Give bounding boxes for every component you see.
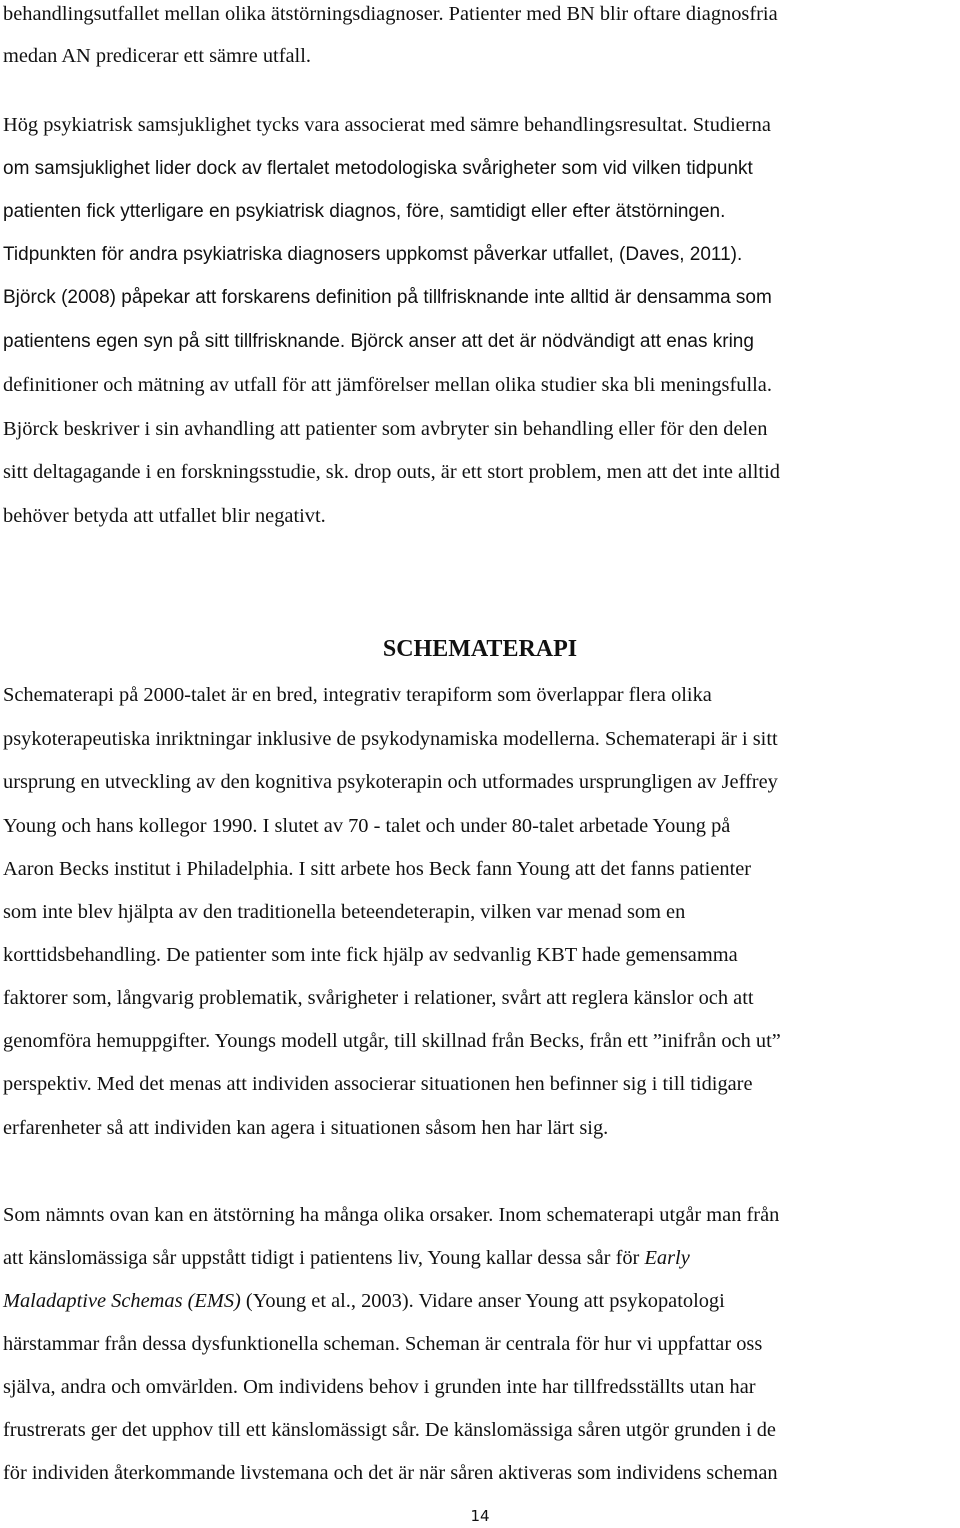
text-run: att känslomässiga sår uppstått tidigt i patientens liv, Young kallar dessa sår för: [3, 1247, 645, 1269]
section-heading: SCHEMATERAPI: [382, 636, 578, 662]
text-line: psykoterapeutiska inriktningar inklusive de psykodynamiska modellerna. Schematerapi är i sitt: [3, 728, 778, 750]
text-line: perspektiv. Med det menas att individen associerar situationen hen befinner sig i till tidigare: [3, 1073, 753, 1095]
text-line: Tidpunkten för andra psykiatriska diagnosers uppkomst påverkar utfallet, (Daves, 2011).: [3, 244, 743, 265]
text-line: patientens egen syn på sitt tillfrisknande. Björck anser att det är nödvändigt att enas kring: [3, 331, 754, 352]
text-line: Hög psykiatrisk samsjuklighet tycks vara associerat med sämre behandlingsresultat. Studierna: [3, 114, 771, 136]
text-line: medan AN predicerar ett sämre utfall.: [3, 45, 311, 67]
italic-term: Early: [644, 1247, 690, 1269]
text-line: Schematerapi på 2000-talet är en bred, integrativ terapiform som överlappar flera olika: [3, 684, 712, 706]
text-line: härstammar från dessa dysfunktionella scheman. Scheman är centrala för hur vi uppfattar oss: [3, 1333, 763, 1355]
text-run: (Young et al., 2003). Vidare anser Young att psykopatologi: [240, 1290, 725, 1312]
text-line: behöver betyda att utfallet blir negativt.: [3, 505, 326, 527]
text-line: [3, 1246, 690, 1270]
text-line: behandlingsutfallet mellan olika ätstörningsdiagnoser. Patienter med BN blir oftare diagnosfria: [3, 3, 778, 25]
italic-term: Maladaptive Schemas (EMS): [3, 1290, 241, 1312]
text-line: som inte blev hjälpta av den traditionella beteendeterapin, vilken var menad som en: [3, 901, 686, 923]
text-line: Aaron Becks institut i Philadelphia. I sitt arbete hos Beck fann Young att det fanns patienter: [3, 858, 752, 880]
text-line: för individen återkommande livstemana och det är när såren aktiveras som individens scheman: [3, 1462, 778, 1484]
text-line: själva, andra och omvärlden. Om individens behov i grunden inte har tillfredsställts utan har: [3, 1376, 756, 1398]
text-line: definitioner och mätning av utfall för att jämförelser mellan olika studier ska bli meningsfulla.: [3, 374, 772, 396]
text-line: sitt deltagagande i en forskningsstudie, sk. drop outs, är ett stort problem, men att det inte alltid: [3, 461, 780, 483]
text-line: faktorer som, långvarig problematik, svårigheter i relationer, svårt att reglera känslor och att: [3, 987, 754, 1009]
text-line: Björck (2008) påpekar att forskarens definition på tillfrisknande inte alltid är densamma som: [3, 287, 772, 308]
text-line: Young och hans kollegor 1990. I slutet av 70 - talet och under 80-talet arbetade Young på: [3, 815, 731, 837]
text-line: genomföra hemuppgifter. Youngs modell utgår, till skillnad från Becks, från ett ”inifrån och ut”: [3, 1030, 781, 1052]
text-line: om samsjuklighet lider dock av flertalet metodologiska svårigheter som vid vilken tidpunkt: [3, 158, 753, 179]
text-line: [3, 1289, 725, 1313]
text-line: frustrerats ger det upphov till ett känslomässigt sår. De känslomässiga såren utgör grunden i de: [3, 1419, 776, 1441]
text-line: Som nämnts ovan kan en ätstörning ha många olika orsaker. Inom schematerapi utgår man från: [3, 1204, 780, 1226]
text-line: korttidsbehandling. De patienter som inte fick hjälp av sedvanlig KBT hade gemensamma: [3, 944, 738, 966]
text-line: patienten fick ytterligare en psykiatrisk diagnos, före, samtidigt eller efter ätstörningen.: [3, 201, 726, 222]
text-line: erfarenheter så att individen kan agera i situationen såsom hen har lärt sig.: [3, 1117, 609, 1139]
text-line: ursprung en utveckling av den kognitiva psykoterapin och utformades ursprungligen av Jeffrey: [3, 771, 778, 793]
text-line: Björck beskriver i sin avhandling att patienter som avbryter sin behandling eller för den delen: [3, 418, 768, 440]
page-number: 14: [470, 1507, 490, 1525]
